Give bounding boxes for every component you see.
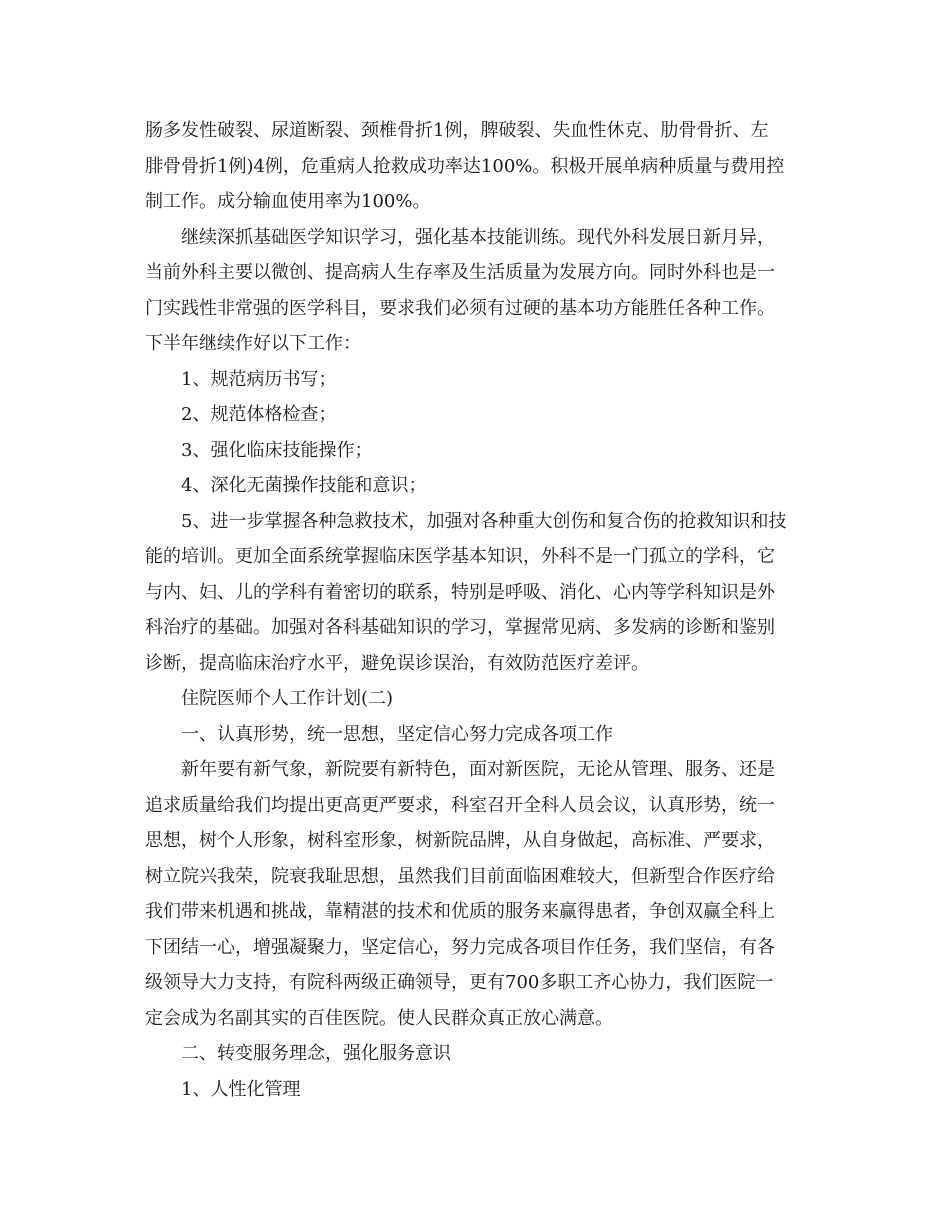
document-body: [145, 113, 805, 1107]
text-line: 科治疗的基础。加强对各科基础知识的学习，掌握常见病、多发病的诊断和鉴别: [145, 617, 775, 638]
text-line: 诊断，提高临床治疗水平，避免误诊误治，有效防范医疗差评。: [145, 652, 649, 674]
text-line: 制工作。成分输血使用率为100%。: [145, 191, 431, 212]
text-line: 腓骨骨折1例)4例，危重病人抢救成功率达100%。积极开展单病种质量与费用控: [145, 155, 785, 177]
text-line: 5、进一步掌握各种急救技术，加强对各种重大创伤和复合伤的抢救知识和技: [181, 510, 787, 532]
text-line: 当前外科主要以微创、提高病人生存率及生活质量为发展方向。同时外科也是一: [145, 262, 775, 283]
text-line: 2、规范体格检查；: [181, 404, 337, 425]
text-line: 级领导大力支持，有院科两级正确领导，更有700多职工齐心协力，我们医院一: [145, 972, 774, 993]
text-line: 下半年继续作好以下工作：: [145, 333, 361, 354]
text-line: 定会成为名副其实的百佳医院。使人民群众真正放心满意。: [145, 1007, 613, 1029]
text-line: 新年要有新气象，新院要有新特色，面对新医院，无论从管理、服务、还是: [181, 759, 775, 780]
text-line: 一、认真形势，统一思想，坚定信心努力完成各项工作: [181, 723, 613, 745]
text-line: 思想，树个人形象，树科室形象，树新院品牌，从自身做起，高标准、严要求，: [145, 830, 775, 851]
text-line: 3、强化临床技能操作；: [181, 439, 373, 461]
text-line: 二、转变服务理念，强化服务意识: [181, 1043, 451, 1064]
text-line: 4、深化无菌操作技能和意识；: [181, 475, 427, 496]
text-line: 肠多发性破裂、尿道断裂、颈椎骨折1例，脾破裂、失血性休克、肋骨骨折、左: [145, 120, 769, 141]
text-line: 树立院兴我荣，院衰我耻思想，虽然我们目前面临困难较大，但新型合作医疗给: [145, 865, 775, 887]
text-line: 下团结一心，增强凝聚力，坚定信心，努力完成各项目作任务，我们坚信，有各: [145, 936, 775, 958]
text-line: 住院医师个人工作计划(二): [181, 688, 394, 709]
text-line: 追求质量给我们均提出更高更严要求，科室召开全科人员会议，认真形势，统一: [145, 794, 775, 816]
text-line: 继续深抓基础医学知识学习，强化基本技能训练。现代外科发展日新月异，: [181, 226, 775, 248]
text-line: 1、人性化管理: [181, 1078, 301, 1100]
text-line: 能的培训。更加全面系统掌握临床医学基本知识，外科不是一门孤立的学科，它: [145, 546, 775, 567]
text-line: 1、规范病历书写；: [181, 368, 337, 390]
text-line: 与内、妇、儿的学科有着密切的联系，特别是呼吸、消化、心内等学科知识是外: [145, 581, 775, 603]
text-line: 我们带来机遇和挑战，靠精湛的技术和优质的服务来赢得患者，争创双赢全科上: [145, 901, 775, 922]
text-line: 门实践性非常强的医学科目，要求我们必须有过硬的基本功方能胜任各种工作。: [145, 297, 775, 319]
